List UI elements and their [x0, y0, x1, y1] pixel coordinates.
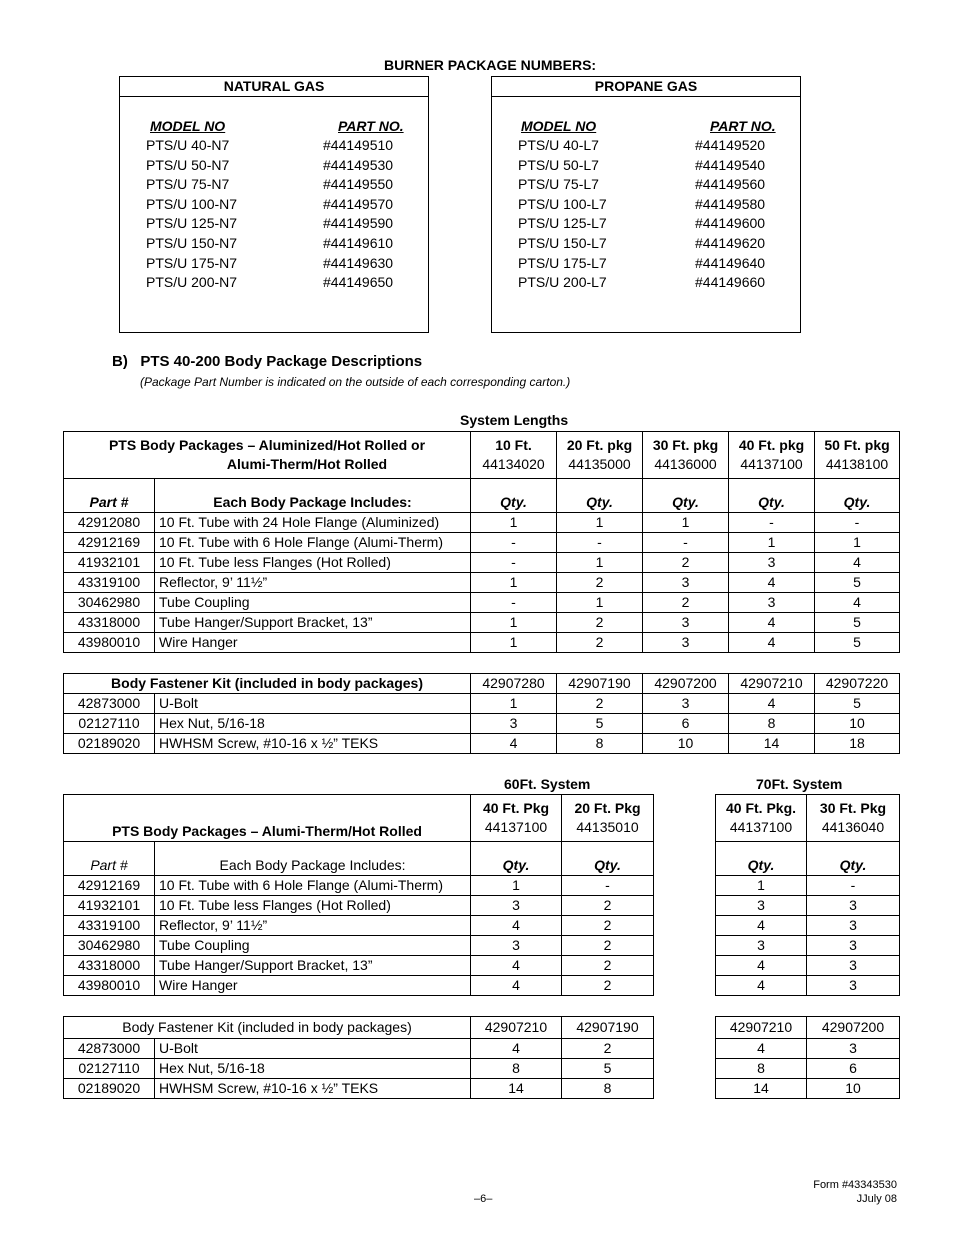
- fastener-kit-70ft-table: [715, 1016, 900, 1099]
- table-row: [64, 842, 654, 876]
- item-description: Hex Nut, 5/16-18: [155, 1059, 471, 1079]
- qty-col-header: Qty.: [729, 479, 815, 513]
- natural-model: PTS/U 40-N7: [146, 137, 230, 153]
- column-part-number: 44137100: [484, 819, 548, 835]
- qty-value: -: [562, 876, 654, 896]
- qty-value: 8: [716, 1059, 807, 1079]
- qty-value: 3: [807, 956, 900, 976]
- natural-model: PTS/U 100-N7: [146, 195, 238, 212]
- qty-value: 8: [562, 1079, 654, 1099]
- qty-value: 4: [815, 553, 900, 573]
- table-row: [64, 896, 654, 916]
- table-row: [64, 1059, 654, 1079]
- qty-value: 3: [471, 896, 562, 916]
- natural-model: PTS/U 175-N7: [146, 254, 238, 271]
- qty-value: 10: [643, 734, 729, 754]
- table-title: Body Fastener Kit (included in body packages): [64, 1017, 471, 1039]
- qty-value: 3: [716, 936, 807, 956]
- propane-part: #44149540: [695, 156, 766, 173]
- kit-part-number: 42907210: [729, 674, 815, 694]
- kit-part-number: 42907190: [557, 674, 643, 694]
- natural-gas-heading: NATURAL GAS: [120, 77, 428, 97]
- qty-value: 3: [643, 633, 729, 653]
- natural-model: PTS/U 50-N7: [146, 156, 230, 173]
- qty-value: 1: [471, 694, 557, 714]
- column-part-number: 44135010: [576, 819, 639, 835]
- qty-value: -: [815, 513, 900, 533]
- qty-col-header: Qty.: [562, 842, 654, 876]
- part-number: 43318000: [64, 956, 155, 976]
- qty-value: 1: [471, 633, 557, 653]
- propane-model: PTS/U 175-L7: [518, 254, 607, 271]
- column-header: [471, 432, 557, 479]
- column-header: [557, 432, 643, 479]
- table-title: PTS Body Packages – Alumi-Therm/Hot Rolled: [64, 795, 471, 842]
- qty-value: 3: [643, 573, 729, 593]
- part-number: 43319100: [64, 573, 155, 593]
- propane-part: #44149660: [695, 274, 766, 291]
- propane-model: PTS/U 75-L7: [518, 176, 599, 193]
- qty-value: 4: [716, 956, 807, 976]
- propane-part: #44149520: [695, 137, 766, 153]
- alumi-therm-70ft-table: [715, 794, 900, 996]
- table-row: [64, 1017, 654, 1039]
- table-row: [64, 479, 900, 513]
- qty-value: 4: [729, 613, 815, 633]
- natural-part: #44149590: [323, 215, 394, 232]
- natural-part-col-header: PART NO.: [338, 118, 404, 134]
- qty-value: 6: [643, 714, 729, 734]
- qty-col-header: Qty.: [471, 479, 557, 513]
- qty-value: 3: [807, 916, 900, 936]
- qty-value: -: [643, 533, 729, 553]
- item-description: Tube Hanger/Support Bracket, 13”: [155, 613, 471, 633]
- fastener-kit-table: [63, 673, 900, 754]
- propane-part: #44149580: [695, 195, 766, 212]
- column-header: [471, 795, 562, 842]
- kit-part-number: 42907200: [807, 1017, 900, 1039]
- table-row: [64, 795, 654, 842]
- column-label: 50 Ft. pkg: [824, 437, 890, 453]
- qty-value: 1: [643, 513, 729, 533]
- item-description: HWHSM Screw, #10-16 x ½” TEKS: [155, 1079, 471, 1099]
- qty-value: 2: [562, 956, 654, 976]
- qty-value: 5: [815, 694, 900, 714]
- qty-value: 3: [716, 896, 807, 916]
- table-row: [716, 1059, 900, 1079]
- column-label: 30 Ft. pkg: [652, 437, 719, 453]
- propane-part: #44149600: [695, 215, 766, 232]
- table-row: [64, 936, 654, 956]
- table-row: [64, 432, 900, 479]
- qty-value: 8: [557, 734, 643, 754]
- propane-model: PTS/U 125-L7: [518, 215, 607, 232]
- table-row: [716, 936, 900, 956]
- qty-value: 2: [557, 613, 643, 633]
- propane-model: PTS/U 100-L7: [518, 195, 607, 212]
- table-row: [716, 976, 900, 996]
- qty-value: -: [807, 876, 900, 896]
- qty-value: 1: [815, 533, 900, 553]
- table-row: [716, 1079, 900, 1099]
- item-description: U-Bolt: [155, 694, 471, 714]
- kit-part-number: 42907210: [716, 1017, 807, 1039]
- qty-value: 1: [471, 876, 562, 896]
- part-number: 41932101: [64, 553, 155, 573]
- body-packages-table: [63, 431, 900, 653]
- qty-value: 1: [471, 613, 557, 633]
- natural-part: #44149510: [323, 137, 394, 153]
- item-description: Tube Coupling: [155, 936, 471, 956]
- qty-value: 1: [471, 573, 557, 593]
- qty-value: 14: [471, 1079, 562, 1099]
- table-row: [64, 1079, 654, 1099]
- qty-value: -: [471, 533, 557, 553]
- qty-value: 2: [562, 896, 654, 916]
- kit-part-number: 42907210: [471, 1017, 562, 1039]
- natural-part: #44149550: [323, 176, 394, 193]
- qty-value: 10: [815, 714, 900, 734]
- table-row: [716, 1039, 900, 1059]
- qty-value: 4: [471, 734, 557, 754]
- qty-col-header: Qty.: [557, 479, 643, 513]
- propane-part: #44149560: [695, 176, 766, 193]
- column-label: 40 Ft. pkg: [738, 437, 805, 453]
- item-description: U-Bolt: [155, 1039, 471, 1059]
- natural-part: #44149530: [323, 156, 394, 173]
- caption-70ft: 70Ft. System: [756, 776, 843, 792]
- qty-value: 1: [716, 876, 807, 896]
- column-header: [815, 432, 900, 479]
- column-header: [729, 432, 815, 479]
- qty-value: 3: [807, 1039, 900, 1059]
- section-b-heading: B) PTS 40-200 Body Package Descriptions: [112, 353, 423, 370]
- item-description: Tube Coupling: [155, 593, 471, 613]
- qty-value: 4: [716, 976, 807, 996]
- qty-value: 2: [562, 916, 654, 936]
- propane-gas-heading: PROPANE GAS: [492, 77, 800, 97]
- item-description: 10 Ft. Tube with 6 Hole Flange (Alumi-Therm): [155, 876, 471, 896]
- qty-col-header: Qty.: [643, 479, 729, 513]
- qty-value: 1: [557, 553, 643, 573]
- qty-value: 4: [471, 916, 562, 936]
- propane-part-col-header: PART NO.: [710, 118, 776, 134]
- qty-value: 14: [716, 1079, 807, 1099]
- qty-value: 5: [815, 633, 900, 653]
- qty-value: 3: [643, 694, 729, 714]
- item-description: 10 Ft. Tube with 6 Hole Flange (Alumi-Therm): [155, 533, 471, 553]
- column-part-number: 44137100: [740, 456, 803, 472]
- qty-value: 2: [643, 593, 729, 613]
- natural-model: PTS/U 150-N7: [146, 235, 238, 251]
- part-number: 43980010: [64, 976, 155, 996]
- column-label: 20 Ft. Pkg: [574, 800, 641, 816]
- qty-value: 3: [729, 593, 815, 613]
- part-number: 43318000: [64, 613, 155, 633]
- part-number: 43319100: [64, 916, 155, 936]
- qty-value: 5: [815, 573, 900, 593]
- qty-value: 1: [729, 533, 815, 553]
- part-number: 02189020: [64, 1079, 155, 1099]
- qty-value: 1: [557, 513, 643, 533]
- qty-value: 4: [729, 633, 815, 653]
- qty-value: 2: [562, 976, 654, 996]
- qty-value: 2: [562, 936, 654, 956]
- qty-col-header: Qty.: [815, 479, 900, 513]
- caption-60ft: 60Ft. System: [504, 776, 591, 792]
- propane-part: #44149640: [695, 254, 766, 271]
- part-number: 42873000: [64, 1039, 155, 1059]
- column-header: [562, 795, 654, 842]
- qty-value: -: [471, 553, 557, 573]
- column-part-number: 44136000: [654, 456, 717, 472]
- table-row: [64, 674, 900, 694]
- table-row: [716, 916, 900, 936]
- part-number: 42912169: [64, 876, 155, 896]
- qty-value: 2: [557, 633, 643, 653]
- column-part-number: 44134020: [482, 456, 545, 472]
- part-number: 02127110: [64, 714, 155, 734]
- qty-value: 1: [471, 513, 557, 533]
- table-row: [716, 896, 900, 916]
- table-row: [64, 956, 654, 976]
- natural-part: #44149630: [323, 254, 394, 271]
- qty-value: -: [557, 533, 643, 553]
- table-row: [64, 714, 900, 734]
- qty-value: 3: [471, 714, 557, 734]
- item-description: 10 Ft. Tube less Flanges (Hot Rolled): [155, 896, 471, 916]
- qty-col-header: Qty.: [716, 842, 807, 876]
- form-number: Form #43343530: [813, 1179, 897, 1191]
- propane-model: PTS/U 150-L7: [518, 235, 607, 251]
- part-number: 02127110: [64, 1059, 155, 1079]
- qty-value: 2: [643, 553, 729, 573]
- qty-col-header: Qty.: [471, 842, 562, 876]
- natural-model: PTS/U 200-N7: [146, 274, 238, 291]
- column-header: [643, 432, 729, 479]
- natural-part: #44149570: [323, 195, 394, 212]
- natural-model: PTS/U 75-N7: [146, 176, 230, 193]
- qty-value: 8: [471, 1059, 562, 1079]
- qty-value: 18: [815, 734, 900, 754]
- natural-gas-box: [119, 76, 429, 333]
- part-number: 42912080: [64, 513, 155, 533]
- item-description: Reflector, 9’ 11½”: [155, 573, 471, 593]
- qty-value: 5: [557, 714, 643, 734]
- item-description: 10 Ft. Tube less Flanges (Hot Rolled): [155, 553, 471, 573]
- section-b-note: (Package Part Number is indicated on the outside of each corresponding carton.): [140, 375, 571, 389]
- title-line-2: Alumi-Therm/Hot Rolled: [226, 456, 388, 472]
- column-header: [807, 795, 900, 842]
- alumi-therm-packages-table: [63, 794, 654, 996]
- table-row: [64, 976, 654, 996]
- burner-title: BURNER PACKAGE NUMBERS:: [384, 57, 597, 73]
- item-description: Wire Hanger: [155, 633, 471, 653]
- kit-part-number: 42907220: [815, 674, 900, 694]
- desc-col-header: Each Body Package Includes:: [155, 842, 471, 876]
- qty-value: 3: [729, 553, 815, 573]
- table-row: [716, 842, 900, 876]
- qty-value: -: [471, 593, 557, 613]
- table-row: [716, 1017, 900, 1039]
- table-row: [64, 593, 900, 613]
- table-title: Body Fastener Kit (included in body packages): [64, 674, 471, 694]
- item-description: Hex Nut, 5/16-18: [155, 714, 471, 734]
- part-number: 30462980: [64, 593, 155, 613]
- table-row: [64, 573, 900, 593]
- qty-value: 4: [471, 956, 562, 976]
- item-description: Reflector, 9’ 11½”: [155, 916, 471, 936]
- kit-part-number: 42907280: [471, 674, 557, 694]
- qty-value: 3: [807, 896, 900, 916]
- title-line-1: PTS Body Packages – Aluminized/Hot Rolled or: [108, 437, 426, 453]
- propane-model: PTS/U 200-L7: [518, 274, 607, 291]
- qty-value: 4: [729, 573, 815, 593]
- qty-value: 3: [807, 976, 900, 996]
- qty-value: 2: [557, 694, 643, 714]
- table-row: [64, 876, 654, 896]
- table-row: [64, 1039, 654, 1059]
- part-number: 30462980: [64, 936, 155, 956]
- form-date: JJuly 08: [856, 1193, 897, 1205]
- natural-model: PTS/U 125-N7: [146, 215, 238, 232]
- fastener-kit-60ft-table: [63, 1016, 654, 1099]
- column-part-number: 44138100: [825, 456, 889, 472]
- qty-value: 3: [807, 936, 900, 956]
- column-label: 30 Ft. Pkg: [819, 800, 887, 816]
- table-row: [716, 795, 900, 842]
- qty-value: 3: [471, 936, 562, 956]
- part-number: 02189020: [64, 734, 155, 754]
- qty-value: 4: [471, 976, 562, 996]
- table-row: [64, 916, 654, 936]
- table-title: [64, 432, 471, 479]
- part-number: 41932101: [64, 896, 155, 916]
- item-description: 10 Ft. Tube with 24 Hole Flange (Aluminized): [155, 513, 471, 533]
- natural-part: #44149650: [323, 274, 394, 291]
- qty-value: 6: [807, 1059, 900, 1079]
- qty-value: 5: [562, 1059, 654, 1079]
- column-label: 20 Ft. pkg: [566, 437, 633, 453]
- propane-part: #44149620: [695, 235, 766, 251]
- column-label: 10 Ft.: [495, 437, 532, 453]
- qty-value: 10: [807, 1079, 900, 1099]
- qty-value: 4: [815, 593, 900, 613]
- qty-value: 2: [557, 573, 643, 593]
- table-row: [716, 876, 900, 896]
- table-row: [716, 956, 900, 976]
- natural-model-col-header: MODEL NO: [150, 118, 226, 134]
- part-number: 42873000: [64, 694, 155, 714]
- part-number: 42912169: [64, 533, 155, 553]
- kit-part-number: 42907190: [562, 1017, 654, 1039]
- natural-part: #44149610: [323, 235, 394, 251]
- qty-value: 4: [716, 1039, 807, 1059]
- qty-value: 8: [729, 714, 815, 734]
- qty-value: 1: [557, 593, 643, 613]
- table-row: [64, 613, 900, 633]
- table-row: [64, 533, 900, 553]
- table-row: [64, 553, 900, 573]
- qty-col-header: Qty.: [807, 842, 900, 876]
- column-header: [716, 795, 807, 842]
- column-label: 40 Ft. Pkg.: [725, 800, 797, 816]
- column-part-number: 44135000: [568, 456, 631, 472]
- table-row: [64, 513, 900, 533]
- qty-value: 14: [729, 734, 815, 754]
- kit-part-number: 42907200: [643, 674, 729, 694]
- part-col-header: Part #: [64, 842, 155, 876]
- propane-model: PTS/U 40-L7: [518, 137, 599, 153]
- propane-model: PTS/U 50-L7: [518, 156, 599, 173]
- propane-model-col-header: MODEL NO: [521, 118, 597, 134]
- qty-value: 4: [729, 694, 815, 714]
- item-description: Tube Hanger/Support Bracket, 13”: [155, 956, 471, 976]
- table-row: [64, 633, 900, 653]
- qty-value: -: [729, 513, 815, 533]
- propane-gas-box: [491, 76, 801, 333]
- column-part-number: 44136040: [821, 819, 885, 835]
- qty-value: 5: [815, 613, 900, 633]
- item-description: Wire Hanger: [155, 976, 471, 996]
- part-number: 43980010: [64, 633, 155, 653]
- page-number: –6–: [474, 1193, 493, 1205]
- desc-col-header: Each Body Package Includes:: [155, 479, 471, 513]
- column-part-number: 44137100: [729, 819, 793, 835]
- part-col-header: Part #: [64, 479, 155, 513]
- table-row: [64, 694, 900, 714]
- column-label: 40 Ft. Pkg: [482, 800, 550, 816]
- table-row: [64, 734, 900, 754]
- qty-value: 3: [643, 613, 729, 633]
- item-description: HWHSM Screw, #10-16 x ½” TEKS: [155, 734, 471, 754]
- qty-value: 4: [716, 916, 807, 936]
- system-lengths-caption: System Lengths: [460, 412, 569, 428]
- qty-value: 2: [562, 1039, 654, 1059]
- qty-value: 4: [471, 1039, 562, 1059]
